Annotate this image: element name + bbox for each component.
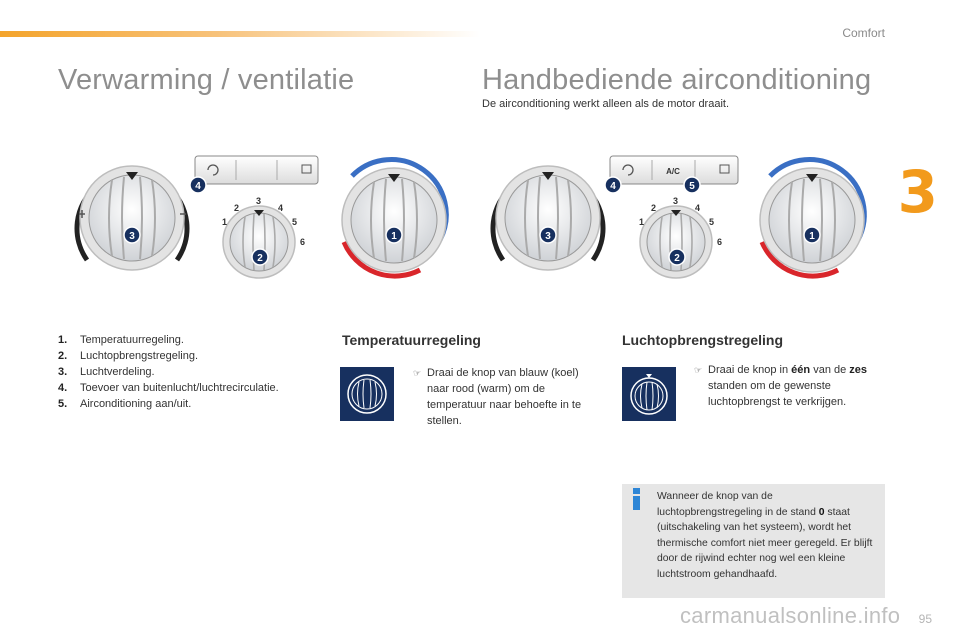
callout-label: 1 xyxy=(809,231,815,242)
controls-legend xyxy=(58,332,279,412)
callout-label: 3 xyxy=(545,231,551,242)
callout-badge xyxy=(684,177,700,193)
callout-label: 2 xyxy=(674,253,680,264)
callout-label: 5 xyxy=(689,181,695,192)
pointing-hand-icon: ☞ xyxy=(694,365,703,375)
legend-item: 5. Airconditioning aan/uit. xyxy=(58,398,192,410)
info-note-text: Wanneer de knop van de luchtopbrengstregeling in de stand 0 staat (uitschakeling van het systeem), wordt het thermische comfort niet meer geregeld. Er blijft door de rijwind echter nog wel een kleine luchtstroom gehandhaafd. xyxy=(657,491,873,580)
dial-number: 5 xyxy=(292,217,298,227)
fan-speed-dial xyxy=(639,196,722,278)
callout-label: 4 xyxy=(195,181,201,192)
dial-number: 2 xyxy=(234,203,240,213)
temperature-instruction: ☞ Draai de knop van blauw (koel) naar rood (warm) om de temperatuur naar behoefte in te stellen. xyxy=(413,367,582,427)
dial-number: 1 xyxy=(639,217,645,227)
temperature-dial xyxy=(342,160,446,277)
info-note xyxy=(622,484,885,598)
heating-controls-illustration xyxy=(62,150,462,285)
heading-airflow: Luchtopbrengstregeling xyxy=(622,332,783,348)
callout-badge xyxy=(605,177,621,193)
callout-badge xyxy=(540,227,556,243)
section-label: Comfort xyxy=(842,26,885,40)
heading-manual-aircon: Handbediende airconditioning xyxy=(482,64,872,96)
pointing-hand-icon: ☞ xyxy=(413,368,422,378)
aircon-subtitle: De airconditioning werkt alleen als de motor draait. xyxy=(482,98,730,110)
dial-number: 6 xyxy=(300,237,306,247)
dial-number: 5 xyxy=(709,217,715,227)
callout-label: 1 xyxy=(391,231,397,242)
page-number: 95 xyxy=(918,612,932,626)
temperature-knob-icon xyxy=(340,367,394,421)
dial-number: 3 xyxy=(256,196,262,206)
legend-item: 2. Luchtopbrengstregeling. xyxy=(58,350,199,362)
distribution-dial xyxy=(493,166,603,270)
dial-number: 6 xyxy=(717,237,723,247)
control-button-strip xyxy=(610,156,738,184)
aircon-controls-illustration xyxy=(482,150,882,285)
heading-temperature: Temperatuurregeling xyxy=(342,332,481,348)
callout-badge xyxy=(669,249,685,265)
callout-label: 3 xyxy=(129,231,135,242)
chapter-number: 3 xyxy=(897,158,938,226)
dial-number: 4 xyxy=(695,203,701,213)
callout-badge xyxy=(252,249,268,265)
callout-badge xyxy=(190,177,206,193)
dial-number: 3 xyxy=(673,196,679,206)
info-icon xyxy=(630,488,644,510)
callout-badge xyxy=(804,227,820,243)
fan-speed-dial xyxy=(222,196,305,278)
callout-badge xyxy=(386,227,402,243)
control-button-strip xyxy=(195,156,318,184)
heading-heating-ventilation: Verwarming / ventilatie xyxy=(58,64,355,96)
legend-item: 4. Toevoer van buitenlucht/luchtrecirculatie. xyxy=(58,382,279,394)
dial-number: 1 xyxy=(222,217,228,227)
legend-item: 1. Temperatuurregeling. xyxy=(58,334,184,346)
callout-label: 4 xyxy=(610,181,616,192)
dial-number: 2 xyxy=(651,203,657,213)
dial-number: 4 xyxy=(278,203,284,213)
top-accent-bar xyxy=(0,31,480,37)
airflow-instruction: ☞ Draai de knop in één van de zes standen om de gewenste luchtopbrengst te verkrijgen. xyxy=(694,364,868,408)
temperature-dial xyxy=(760,160,864,277)
callout-badge xyxy=(124,227,140,243)
watermark: carmanualsonline.info xyxy=(680,603,901,628)
distribution-dial xyxy=(77,166,187,270)
ac-button-label: A/C xyxy=(666,167,680,176)
legend-item: 3. Luchtverdeling. xyxy=(58,366,155,378)
callout-label: 2 xyxy=(257,253,263,264)
fan-speed-knob-icon xyxy=(622,367,676,421)
